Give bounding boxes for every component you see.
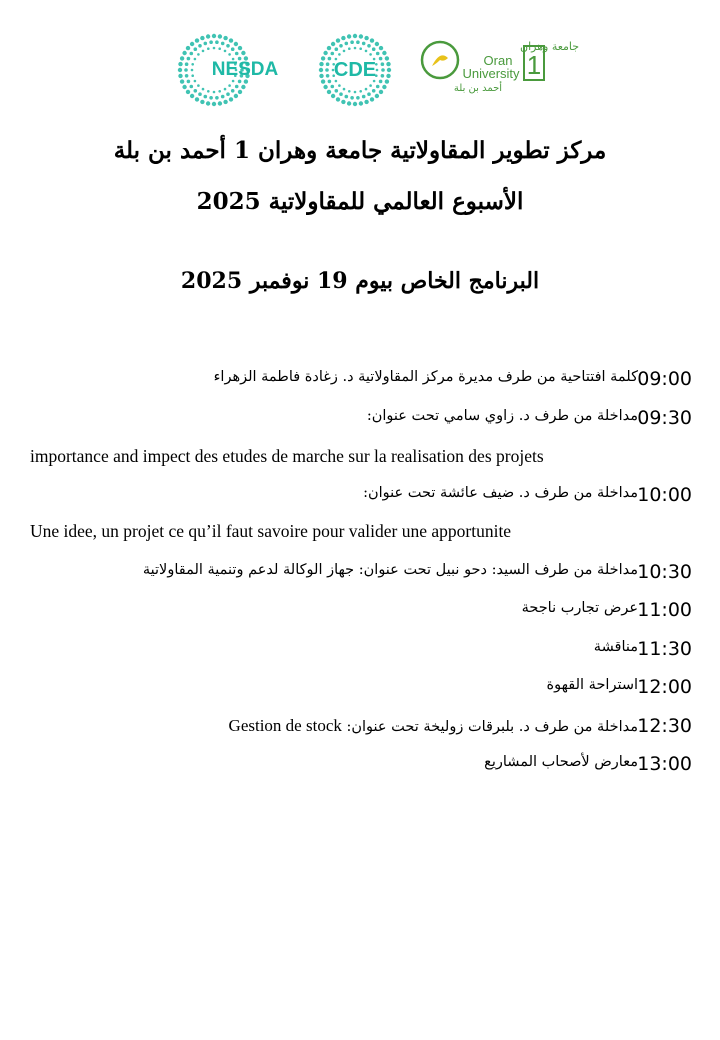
schedule-item — [0, 403, 720, 442]
schedule-time: 10:00 — [637, 483, 692, 506]
schedule-time: 11:00 — [637, 599, 692, 621]
nesda-logo — [172, 28, 290, 114]
schedule-text: معارض لأصحاب المشاريع — [484, 754, 638, 770]
header-line-3: البرنامج الخاص بيوم 19 نوفمبر 2025 — [180, 268, 540, 294]
schedule-text: مداخلة من طرف د. زاوي سامي تحت عنوان: — [366, 407, 638, 424]
schedule-time: 10:30 — [637, 560, 692, 583]
schedule-item — [0, 557, 720, 596]
schedule-item — [0, 672, 720, 711]
schedule-item — [0, 364, 720, 403]
nesda-logo-graphic — [172, 28, 290, 114]
cde-logo — [307, 28, 403, 114]
talk-title: Gestion de stock — [228, 715, 342, 735]
oran-logo-number: 1 — [526, 50, 542, 80]
schedule-text: مداخلة من طرف السيد: دحو نبيل تحت عنوان: جهاز الوكالة لدعم وتنمية المقاولاتية — [142, 561, 638, 578]
schedule-text — [229, 716, 638, 736]
schedule-item — [0, 480, 720, 519]
oran-university-logo — [418, 28, 580, 114]
schedule-text: مداخلة من طرف د. ضيف عائشة تحت عنوان: — [363, 484, 638, 501]
oran-logo-arabic-sub: أحمد بن بلة — [453, 83, 503, 94]
schedule-text: مناقشة — [593, 638, 638, 655]
logo-bar — [0, 28, 720, 114]
schedule-item — [0, 711, 720, 750]
schedule-item — [0, 595, 720, 634]
schedule-time: 12:00 — [637, 676, 692, 698]
nesda-logo-text: NESDA — [211, 59, 279, 80]
oran-logo-graphic — [418, 28, 580, 114]
schedule — [0, 364, 720, 788]
schedule-time: 11:30 — [637, 637, 692, 660]
schedule-text-arabic: مداخلة من طرف د. بلبرقات زوليخة تحت عنوان: — [346, 718, 638, 735]
schedule-detail — [0, 518, 720, 557]
schedule-detail — [0, 441, 720, 480]
schedule-text: كلمة افتتاحية من طرف مديرة مركز المقاولاتية د. زغادة فاطمة الزهراء — [213, 369, 638, 385]
oran-logo-arabic: جامعة وهران — [520, 40, 580, 53]
oran-logo-latin2: University — [462, 66, 520, 81]
cde-logo-text: CDE — [333, 59, 377, 81]
header-line-2: الأسبوع العالمي للمقاولاتية 2025 — [196, 188, 524, 215]
schedule-time: 09:00 — [637, 368, 692, 390]
schedule-time: 09:30 — [637, 406, 692, 429]
schedule-time: 13:00 — [637, 753, 692, 775]
talk-title: importance and impect des etudes de marche sur la realisation des projets — [30, 446, 544, 466]
talk-title: Une idee, un projet ce qu’il faut savoire pour valider une apportunite — [30, 521, 512, 541]
header-line-1: مركز تطوير المقاولاتية جامعة وهران 1 أحمد بن بلة — [113, 137, 607, 164]
schedule-item — [0, 634, 720, 673]
schedule-text: استراحة القهوة — [546, 677, 638, 693]
schedule-time: 12:30 — [637, 714, 692, 737]
schedule-item — [0, 749, 720, 788]
schedule-text: عرض تجارب ناجحة — [521, 600, 638, 616]
cde-logo-graphic — [307, 28, 403, 114]
oran-logo-latin1: Oran — [483, 53, 513, 68]
